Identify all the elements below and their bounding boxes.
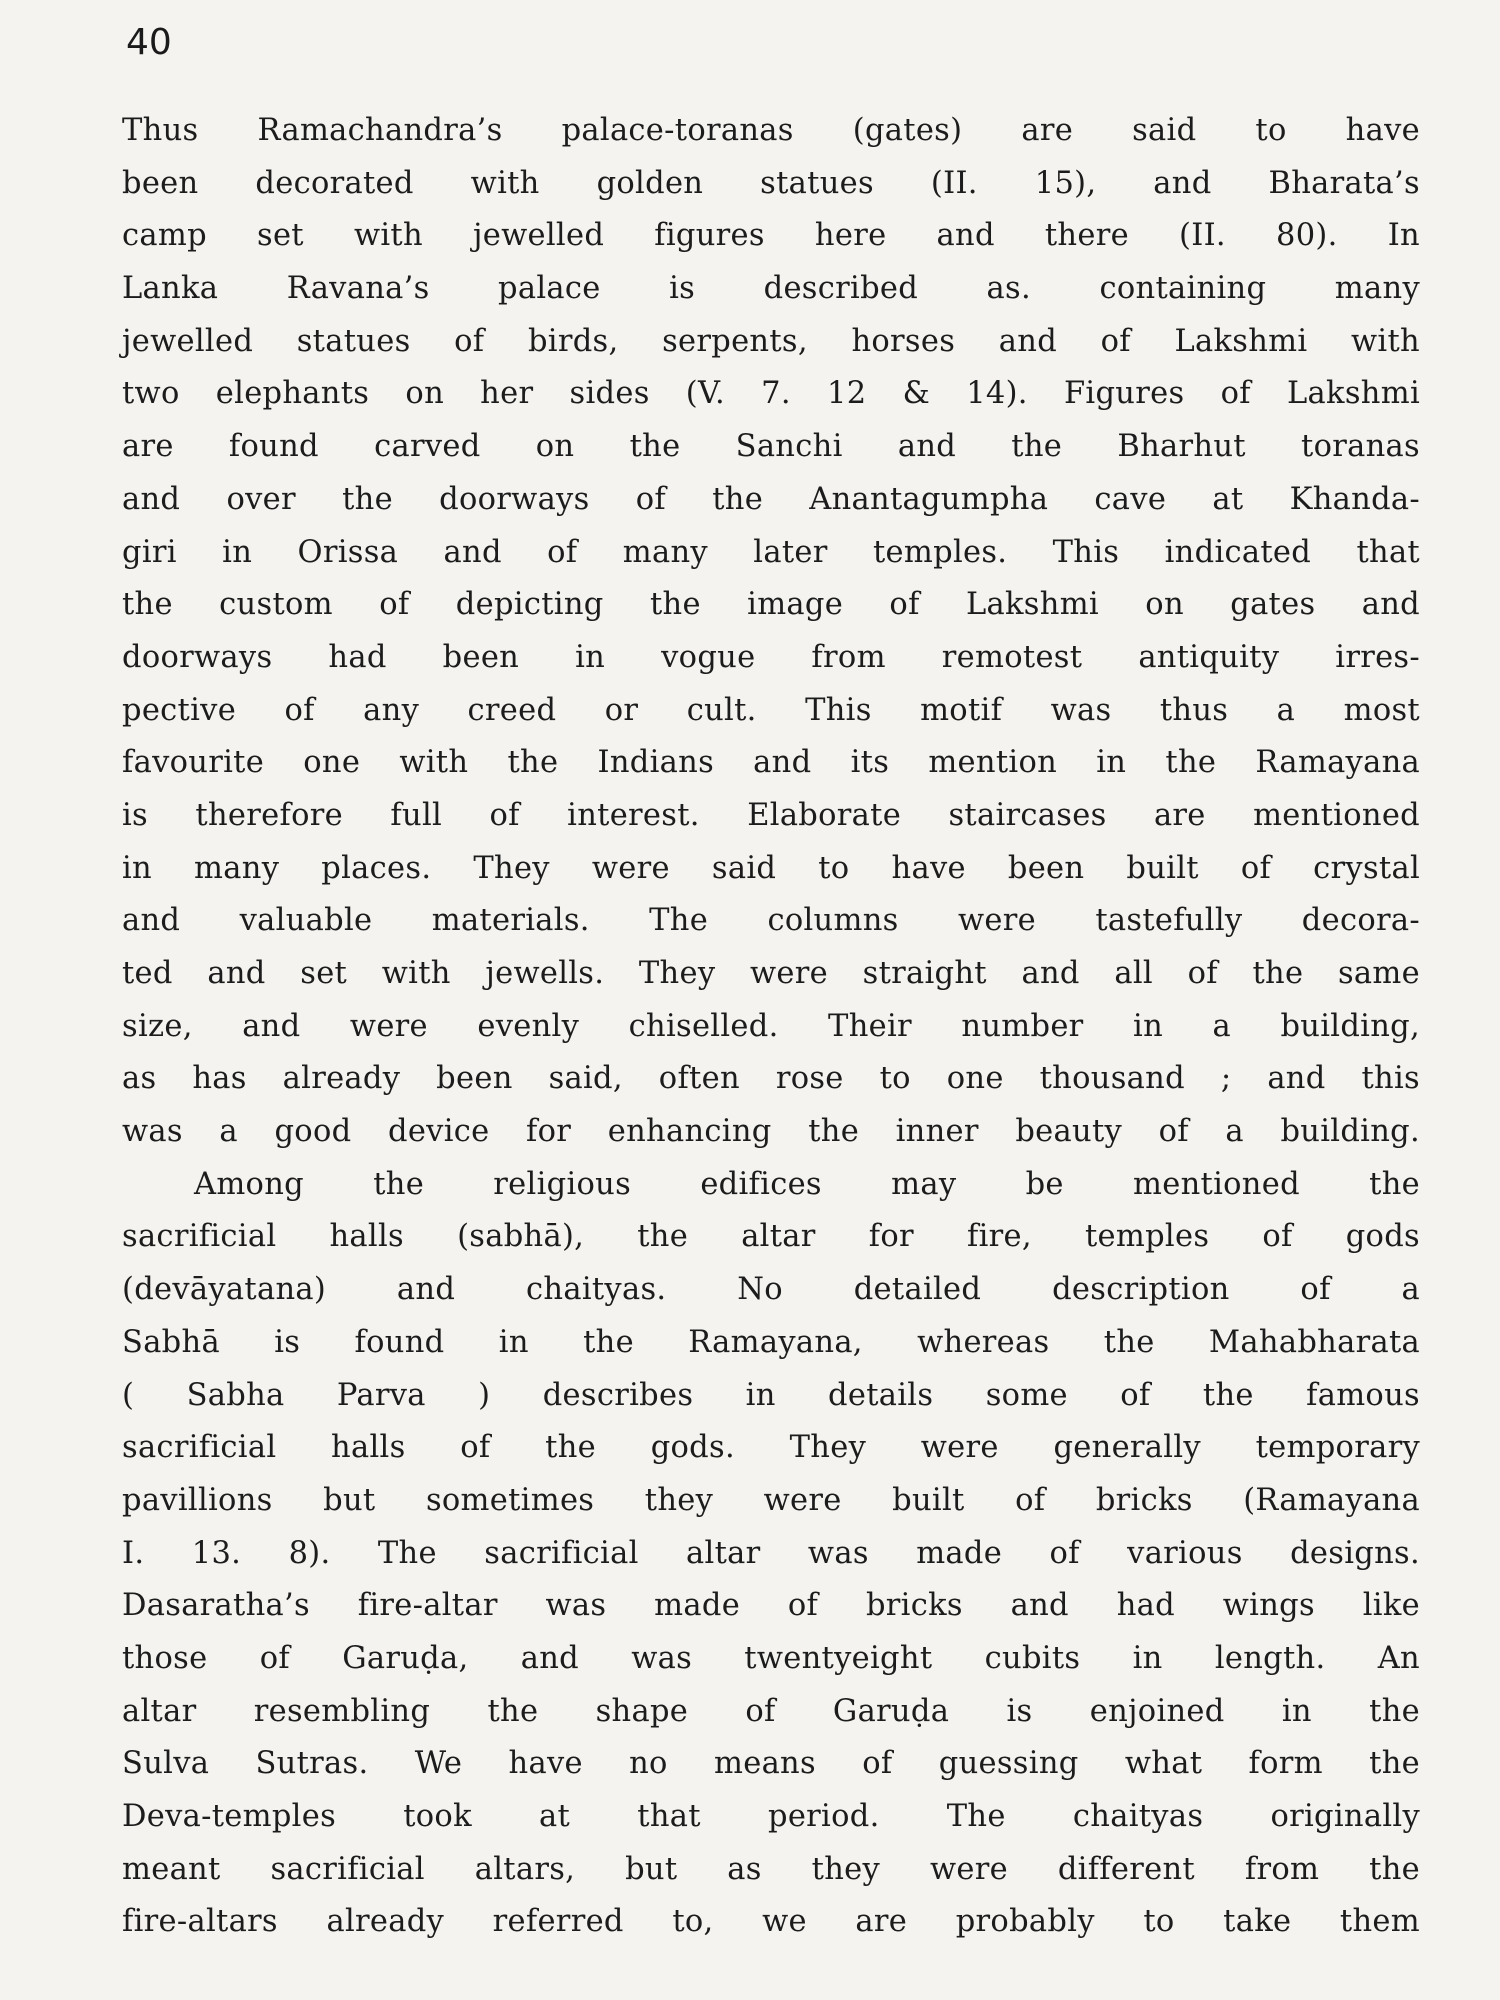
body-text — [122, 105, 1420, 1949]
text-line: favourite one with the Indians and its mention in the Ramayana — [122, 745, 1420, 781]
text-line: and over the doorways of the Anantagumpha cave at Khanda- — [122, 481, 1420, 517]
text-line: ( Sabha Parva ) describes in details some of the famous — [122, 1377, 1420, 1413]
text-line: and valuable materials. The columns were tastefully decora- — [122, 903, 1420, 939]
text-line: sacrificial halls of the gods. They were generally temporary — [122, 1430, 1420, 1466]
text-line: meant sacrificial altars, but as they were different from the — [122, 1851, 1420, 1887]
text-line: doorways had been in vogue from remotest antiquity irres- — [122, 639, 1420, 675]
text-line: giri in Orissa and of many later temples. This indicated that — [122, 534, 1420, 570]
text-line: is therefore full of interest. Elaborate staircases are mentioned — [122, 797, 1420, 833]
text-line: those of Garuḍa, and was twentyeight cubits in length. An — [122, 1640, 1420, 1676]
text-line: was a good device for enhancing the inner beauty of a building. — [122, 1114, 1420, 1150]
text-line: I. 13. 8). The sacrificial altar was made of various designs. — [122, 1535, 1420, 1571]
text-line: fire-altars already referred to, we are probably to take them — [122, 1904, 1420, 1940]
text-line: are found carved on the Sanchi and the Bharhut toranas — [122, 429, 1420, 465]
page-number: 40 — [126, 22, 172, 63]
text-line: in many places. They were said to have been built of crystal — [122, 850, 1420, 886]
text-line: Dasaratha’s fire-altar was made of bricks and had wings like — [122, 1588, 1420, 1624]
text-line: (devāyatana) and chaityas. No detailed description of a — [122, 1272, 1420, 1308]
text-line: pavillions but sometimes they were built of bricks (Ramayana — [122, 1482, 1420, 1518]
text-line: sacrificial halls (sabhā), the altar for fire, temples of gods — [122, 1219, 1420, 1255]
text-line: size, and were evenly chiselled. Their number in a building, — [122, 1008, 1420, 1044]
text-line: Thus Ramachandra’s palace-toranas (gates) are said to have — [122, 113, 1420, 148]
text-line: two elephants on her sides (V. 7. 12 & 14). Figures of Lakshmi — [122, 376, 1420, 412]
text-line: Sabhā is found in the Ramayana, whereas the Mahabharata — [122, 1324, 1420, 1360]
text-line: as has already been said, often rose to one thousand ; and this — [122, 1061, 1420, 1097]
text-line: Deva-temples took at that period. The chaityas originally — [122, 1799, 1420, 1834]
text-line: the custom of depicting the image of Lakshmi on gates and — [122, 587, 1420, 623]
text-line: Among the religious edifices may be mentioned the — [194, 1166, 1420, 1202]
text-line: ted and set with jewells. They were straight and all of the same — [122, 956, 1420, 991]
text-line: Lanka Ravana’s palace is described as. containing many — [122, 271, 1420, 307]
text-line: jewelled statues of birds, serpents, horses and of Lakshmi with — [122, 323, 1420, 359]
text-line: Sulva Sutras. We have no means of guessing what form the — [122, 1746, 1420, 1782]
text-line: camp set with jewelled figures here and there (II. 80). In — [122, 218, 1420, 254]
text-line: been decorated with golden statues (II. 15), and Bharata’s — [122, 165, 1420, 201]
text-line: pective of any creed or cult. This motif was thus a most — [122, 692, 1420, 728]
text-line: altar resembling the shape of Garuḍa is enjoined in the — [122, 1693, 1420, 1729]
